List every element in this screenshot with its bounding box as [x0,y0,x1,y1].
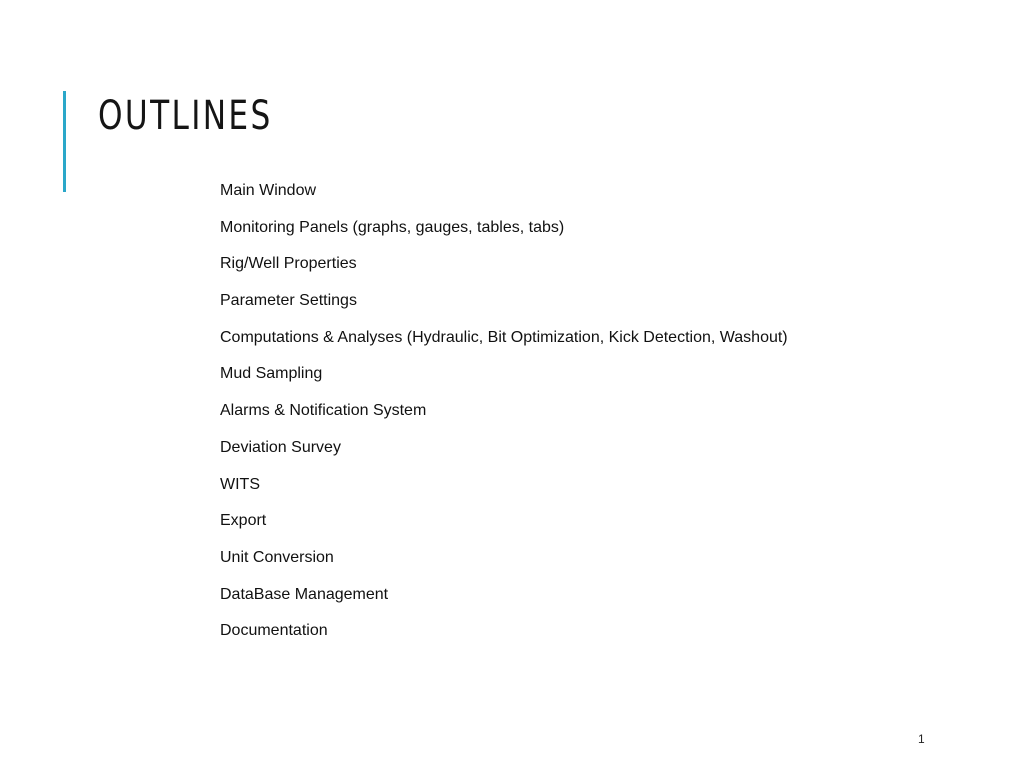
outline-item-monitoring-panels: Monitoring Panels (graphs, gauges, tables, tabs) [220,218,565,236]
outline-item-parameter-settings: Parameter Settings [220,292,357,310]
page-number: 1 [918,732,925,746]
outline-item-unit-conversion: Unit Conversion [220,548,334,566]
outline-item-rig-well-properties: Rig/Well Properties [220,255,357,273]
outline-list [220,177,788,654]
outline-item-database-management: DataBase Management [220,585,389,603]
outline-item-deviation-survey: Deviation Survey [220,438,341,456]
outline-item-main-window: Main Window [220,182,317,199]
outline-item-computations-analyses: Computations & Analyses (Hydraulic, Bit Optimization, Kick Detection, Washout) [220,328,788,346]
outline-item-alarms-notification: Alarms & Notification System [220,402,427,420]
outline-item-documentation: Documentation [220,622,328,640]
outline-item-export: Export [220,512,267,530]
outline-item-wits: WITS [220,475,260,493]
title-accent-bar [63,91,66,192]
outline-item-mud-sampling: Mud Sampling [220,365,323,383]
slide-title: OUTLINES [98,93,273,139]
